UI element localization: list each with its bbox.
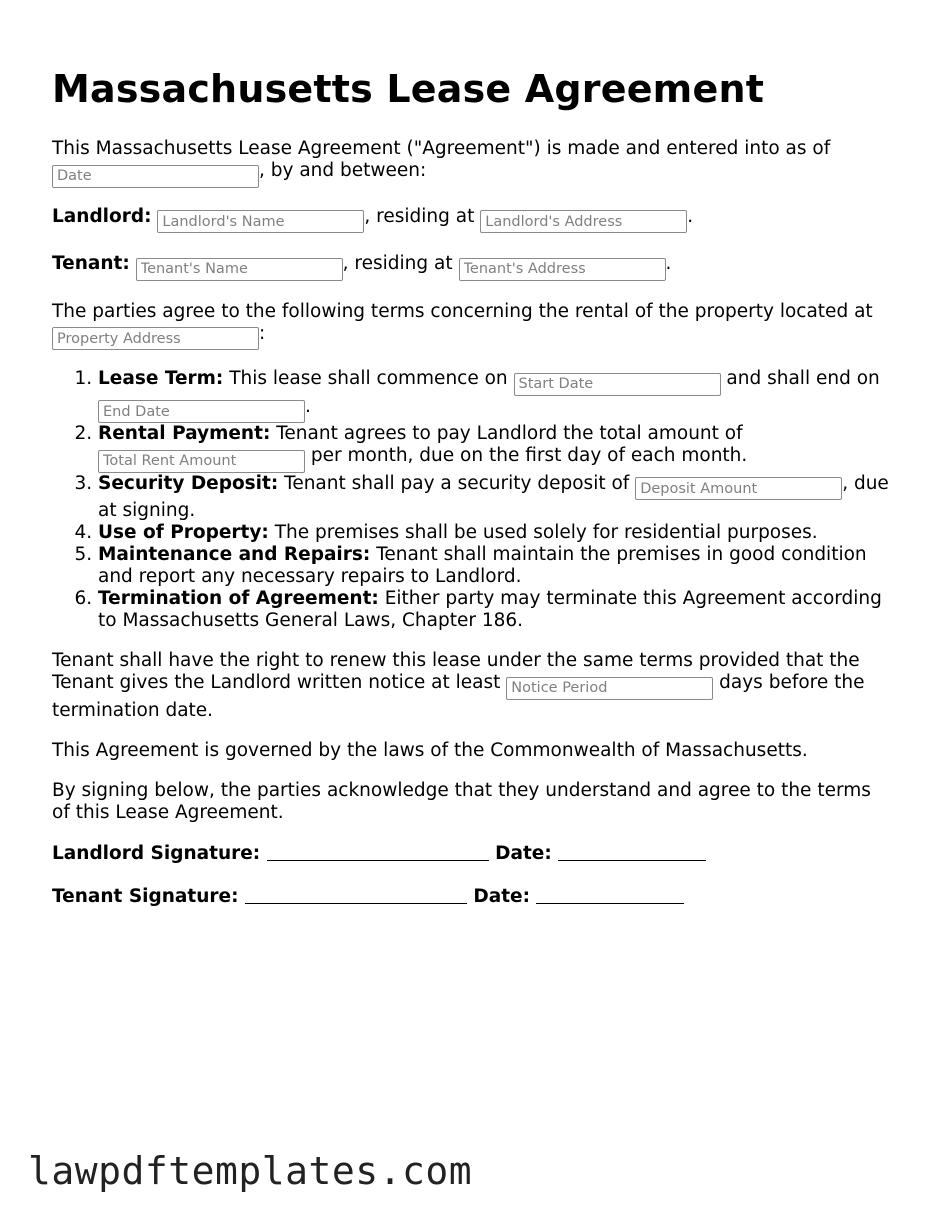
term-maintenance [98, 544, 894, 588]
landlord-date-blank[interactable] [558, 842, 706, 861]
term-lease-term [98, 368, 894, 423]
total-rent-field[interactable] [98, 450, 305, 473]
agreement-date-field[interactable] [52, 165, 259, 188]
rental-payment-text-a: Tenant agrees to pay Landlord the total amount of [276, 423, 743, 444]
landlord-end: . [687, 205, 694, 227]
tenant-name-field[interactable] [136, 258, 343, 281]
end-date-field[interactable] [98, 400, 305, 423]
tenant-residing-text: , residing at [342, 253, 453, 274]
property-text: The parties agree to the following terms concerning the rental of the property located at [52, 300, 873, 322]
tenant-label: Tenant: [52, 253, 130, 274]
terms-list [52, 368, 894, 632]
term-termination [98, 588, 894, 632]
renewal-text-a: Tenant shall have the right to renew this lease under the same terms provided that the Tenant gives the Landlord written notice at least [52, 650, 860, 693]
tenant-date-blank[interactable] [536, 885, 684, 904]
deposit-amount-field[interactable] [635, 477, 842, 500]
lease-term-text-a: This lease shall commence on [229, 368, 508, 389]
landlord-address-field[interactable] [480, 210, 687, 233]
renewal-paragraph [52, 650, 894, 722]
intro-suffix: , by and between: [259, 160, 427, 181]
termination-text: Either party may terminate this Agreement according to Massachusetts General Laws, Chapter 186. [98, 588, 882, 631]
landlord-date-label: Date: [495, 842, 552, 864]
intro-text: This Massachusetts Lease Agreement ("Agreement") is made and entered into as of [52, 138, 831, 159]
start-date-field[interactable] [514, 373, 721, 396]
landlord-name-field[interactable] [157, 210, 364, 233]
term-security-deposit [98, 473, 894, 523]
use-of-property-text: The premises shall be used solely for residential purposes. [274, 522, 818, 543]
property-end: : [259, 322, 266, 344]
rental-payment-text-b: per month, due on the first day of each month. [310, 445, 748, 466]
document-title: Massachusetts Lease Agreement [52, 67, 765, 111]
landlord-residing-text: , residing at [364, 205, 475, 227]
lease-term-heading: Lease Term: [98, 368, 224, 389]
property-paragraph [52, 301, 894, 351]
security-deposit-text-a: Tenant shall pay a security deposit of [284, 472, 630, 494]
site-watermark: lawpdftemplates.com [28, 1149, 473, 1193]
notice-period-field[interactable] [506, 677, 713, 700]
tenant-end: . [665, 253, 672, 274]
tenant-line [52, 253, 894, 281]
tenant-address-field[interactable] [459, 258, 666, 281]
termination-heading: Termination of Agreement: [98, 588, 379, 609]
security-deposit-heading: Security Deposit: [98, 472, 279, 494]
intro-paragraph [52, 138, 894, 188]
lease-term-end: . [305, 395, 311, 417]
property-address-field[interactable] [52, 327, 259, 350]
maintenance-heading: Maintenance and Repairs: [98, 544, 371, 565]
rental-payment-heading: Rental Payment: [98, 423, 271, 444]
tenant-signature-line [52, 885, 894, 908]
tenant-signature-label: Tenant Signature: [52, 885, 239, 907]
use-of-property-heading: Use of Property: [98, 522, 269, 543]
lease-term-text-b: and shall end on [726, 368, 880, 389]
landlord-line [52, 206, 894, 234]
governing-law-paragraph: This Agreement is governed by the laws of the Commonwealth of Massachusetts. [52, 739, 808, 761]
acknowledgement-paragraph: By signing below, the parties acknowledge that they understand and agree to the terms of this Lease Agreement. [52, 779, 871, 823]
term-use-of-property [98, 522, 894, 544]
security-deposit-text-b: , due at signing. [98, 472, 889, 521]
landlord-signature-label: Landlord Signature: [52, 842, 261, 864]
maintenance-text: Tenant shall maintain the premises in good condition and report any necessary repairs to Landlord. [98, 544, 867, 587]
tenant-date-label: Date: [473, 885, 531, 907]
renewal-text-b: days before the termination date. [52, 672, 865, 721]
lease-document [52, 66, 894, 928]
landlord-label: Landlord: [52, 205, 152, 227]
term-rental-payment [98, 423, 894, 473]
landlord-signature-line [52, 842, 894, 865]
tenant-signature-blank[interactable] [245, 885, 467, 904]
landlord-signature-blank[interactable] [267, 842, 489, 861]
